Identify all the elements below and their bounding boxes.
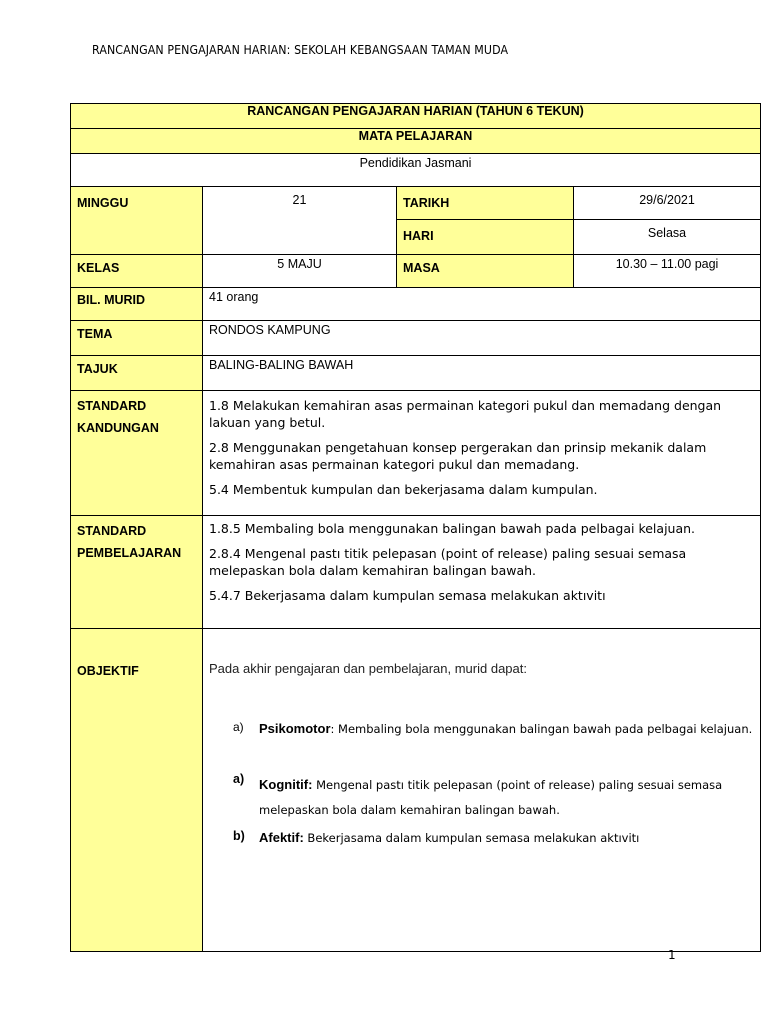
standard-pembelajaran-content bbox=[203, 516, 761, 629]
sp-item: 2.8.4 Mengenal pastı titik pelepasan (point of release) paling sesuai semasa melepaskan bola dalam kemahiran balingan bawah. bbox=[209, 546, 687, 578]
sp-label-line1: STANDARD bbox=[77, 524, 147, 538]
page-number: 1 bbox=[668, 948, 676, 962]
kelas-value: 5 MAJU bbox=[203, 255, 397, 288]
sk-label-line1: STANDARD bbox=[77, 399, 147, 413]
objektif-item bbox=[209, 772, 754, 823]
objektif-marker: a) bbox=[233, 720, 244, 734]
masa-value: 10.30 – 11.00 pagi bbox=[574, 255, 761, 288]
objektif-desc: Mengenal pastı titik pelepasan (point of release) paling sesuai semasa melepaskan bola dalam kemahiran balingan bawah. bbox=[259, 778, 723, 817]
hari-label: HARI bbox=[397, 220, 574, 255]
kelas-label: KELAS bbox=[71, 255, 203, 288]
tema-label: TEMA bbox=[71, 321, 203, 356]
sk-item: 1.8 Melakukan kemahiran asas permainan kategori pukul dan memadang dengan lakuan yang betul. bbox=[209, 398, 722, 430]
sp-label-line2: PEMBELAJARAN bbox=[77, 546, 182, 560]
objektif-head: Afektif: bbox=[259, 830, 304, 845]
objektif-item bbox=[209, 829, 754, 847]
sk-item: 2.8 Menggunakan pengetahuan konsep pergerakan dan prinsip mekanik dalam kemahiran asas permainan kategori pukul dan memadang. bbox=[209, 440, 707, 472]
sk-label-line2: KANDUNGAN bbox=[77, 421, 159, 435]
objektif-label: OBJEKTIF bbox=[71, 629, 203, 952]
bil-murid-label: BIL. MURID bbox=[71, 288, 203, 321]
objektif-marker: a) bbox=[233, 772, 245, 786]
standard-kandungan-label bbox=[71, 391, 203, 516]
sp-item: 5.4.7 Bekerjasama dalam kumpulan semasa melakukan aktıvitı bbox=[209, 588, 606, 603]
tajuk-label: TAJUK bbox=[71, 356, 203, 391]
page-header: RANCANGAN PENGAJARAN HARIAN: SEKOLAH KEBANGSAAN TAMAN MUDA bbox=[92, 43, 509, 57]
plan-title: RANCANGAN PENGAJARAN HARIAN (TAHUN 6 TEKUN) bbox=[71, 104, 761, 129]
objektif-item bbox=[209, 720, 754, 738]
tema-value: RONDOS KAMPUNG bbox=[203, 321, 761, 356]
objektif-head: Psikomotor bbox=[259, 721, 331, 736]
objektif-intro: Pada akhir pengajaran dan pembelajaran, murid dapat: bbox=[209, 661, 527, 676]
sp-item: 1.8.5 Membaling bola menggunakan balingan bawah pada pelbagai kelajuan. bbox=[209, 521, 696, 536]
tarikh-label: TARIKH bbox=[397, 187, 574, 220]
hari-value: Selasa bbox=[574, 220, 761, 255]
objektif-text bbox=[259, 772, 754, 823]
objektif-text bbox=[259, 829, 754, 847]
objektif-head: Kognitif: bbox=[259, 777, 313, 792]
bil-murid-value: 41 orang bbox=[203, 288, 761, 321]
minggu-label: MINGGU bbox=[71, 187, 203, 255]
sk-item: 5.4 Membentuk kumpulan dan bekerjasama dalam kumpulan. bbox=[209, 482, 598, 497]
standard-kandungan-content bbox=[203, 391, 761, 516]
tajuk-value: BALING-BALING BAWAH bbox=[203, 356, 761, 391]
tarikh-value: 29/6/2021 bbox=[574, 187, 761, 220]
objektif-text bbox=[259, 720, 754, 738]
minggu-value: 21 bbox=[203, 187, 397, 255]
subject-value: Pendidikan Jasmani bbox=[71, 154, 761, 187]
lesson-plan-table bbox=[70, 103, 761, 952]
standard-pembelajaran-label bbox=[71, 516, 203, 629]
subject-label: MATA PELAJARAN bbox=[71, 129, 761, 154]
objektif-desc: Bekerjasama dalam kumpulan semasa melakukan aktıvitı bbox=[303, 831, 640, 845]
masa-label: MASA bbox=[397, 255, 574, 288]
objektif-list bbox=[209, 720, 754, 847]
objektif-marker: b) bbox=[233, 829, 245, 843]
objektif-desc: : Membaling bola menggunakan balingan bawah pada pelbagai kelajuan. bbox=[330, 722, 753, 736]
objektif-content bbox=[203, 629, 761, 952]
